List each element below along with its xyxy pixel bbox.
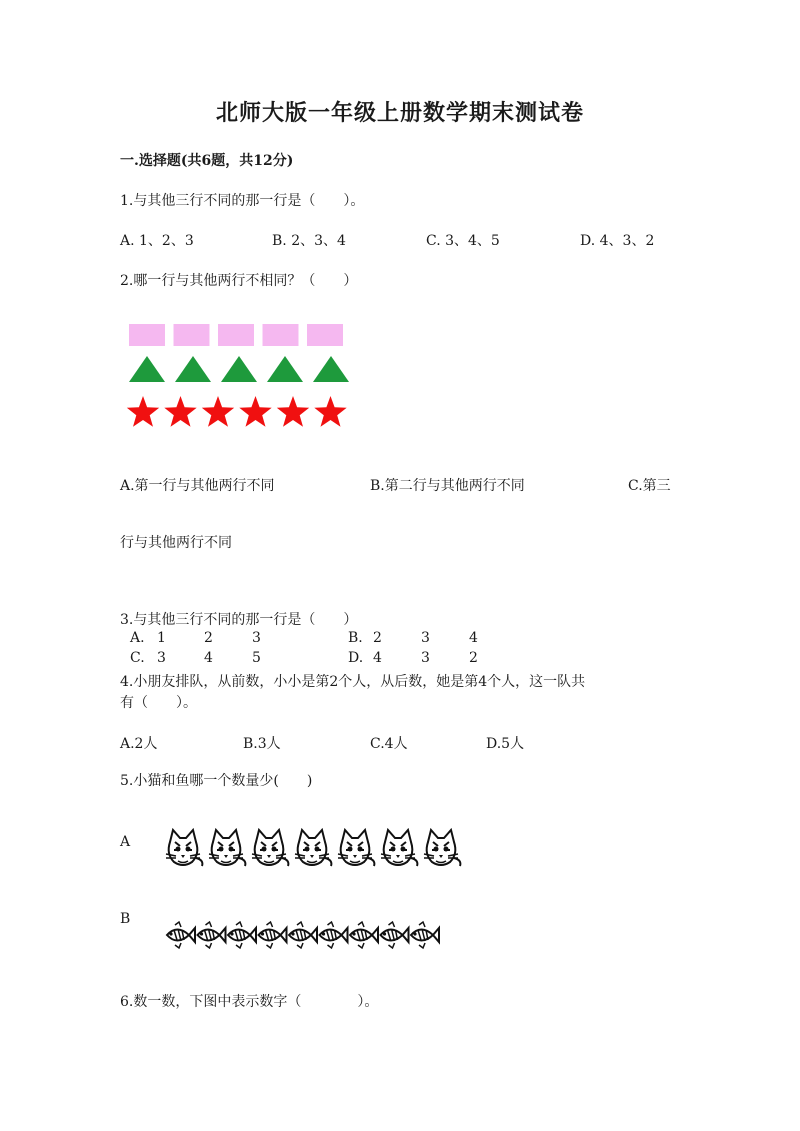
question-4-option-b: B.3人 [243,736,281,752]
fish-icon [289,922,317,948]
fish-icon [320,922,348,948]
question-4-option-d: D.5人 [486,736,525,752]
cat-icon [424,830,460,866]
cat-icon [295,830,331,866]
red-star-shape [239,396,271,427]
question-3-option-a-num: 2 [204,630,213,646]
question-3-option-a-num: 1 [157,630,166,646]
question-3-option-c-num: 4 [204,650,213,666]
cat-icons [166,830,460,866]
page-title: 北师大版一年级上册数学期末测试卷 [215,100,584,126]
question-5-label-b: B [120,911,131,927]
question-3-option-d-letter: D. [348,650,364,666]
pink-rectangle-shape [129,324,165,346]
fish-icon [381,922,409,948]
green-triangle-shape [129,356,165,382]
triangle-row [129,356,349,382]
question-2-option-c-continued: 行与其他两行不同 [120,535,232,551]
section-heading: 一.选择题(共6题，共12分) [120,153,294,169]
question-3-option-d-num: 2 [469,650,478,666]
red-star-shape [127,396,159,427]
question-3-option-a-num: 3 [252,630,261,646]
cat-icon [381,830,417,866]
question-3-option-c-letter: C. [130,650,145,666]
red-star-shape [202,396,234,427]
fish-row-figure [163,918,453,952]
question-1-option-a: A. 1、2、3 [120,233,194,249]
question-4-option-c: C.4人 [370,736,408,752]
shape-rows-figure [125,318,355,438]
question-3-option-c-num: 3 [157,650,166,666]
question-1-stem: 1.与其他三行不同的那一行是（ ）。 [120,193,365,209]
star-row [127,396,347,427]
question-5-stem: 5.小猫和鱼哪一个数量少( ) [120,773,313,789]
cat-icon [338,830,374,866]
pink-rectangle-shape [218,324,254,346]
question-3-option-b-num: 3 [421,630,430,646]
question-3-option-b-num: 2 [373,630,382,646]
question-2-option-c: C.第三 [628,478,671,494]
green-triangle-shape [221,356,257,382]
fish-icon [167,922,195,948]
question-2-stem: 2.哪一行与其他两行不相同？（ ） [120,273,358,289]
question-6-stem: 6.数一数，下图中表示数字（ ）。 [120,994,379,1010]
fish-icon [411,922,439,948]
fish-icon [350,922,378,948]
question-2-option-a: A.第一行与其他两行不同 [120,478,275,494]
question-4-option-a: A.2人 [120,736,158,752]
pink-rectangle-shape [263,324,299,346]
fish-icon [259,922,287,948]
red-star-shape [277,396,309,427]
pink-rectangle-shape [307,324,343,346]
red-star-shape [164,396,196,427]
cats-row-figure [160,826,470,870]
question-3-stem: 3.与其他三行不同的那一行是（ ） [120,612,358,628]
fish-icon [228,922,256,948]
question-3-option-d-num: 3 [421,650,430,666]
green-triangle-shape [267,356,303,382]
fish-icons [167,922,439,948]
question-1-option-d: D. 4、3、2 [580,233,655,249]
rectangle-row [129,324,343,346]
cat-icon [209,830,245,866]
green-triangle-shape [313,356,349,382]
question-4-stem-line2: 有（ ）。 [120,695,197,711]
question-3-option-d-num: 4 [373,650,382,666]
question-3-option-b-letter: B. [348,630,363,646]
question-3-option-c-num: 5 [252,650,261,666]
cat-icon [166,830,202,866]
question-4-stem-line1: 4.小朋友排队，从前数，小小是第2个人，从后数，她是第4个人，这一队共 [120,674,586,690]
fish-icon [198,922,226,948]
question-1-option-c: C. 3、4、5 [426,233,500,249]
question-1-option-b: B. 2、3、4 [272,233,346,249]
red-star-shape [314,396,346,427]
question-3-option-b-num: 4 [469,630,478,646]
cat-icon [252,830,288,866]
question-2-option-b: B.第二行与其他两行不同 [370,478,525,494]
green-triangle-shape [175,356,211,382]
question-3-option-a-letter: A. [130,630,145,646]
question-5-label-a: A [120,834,131,850]
pink-rectangle-shape [174,324,210,346]
